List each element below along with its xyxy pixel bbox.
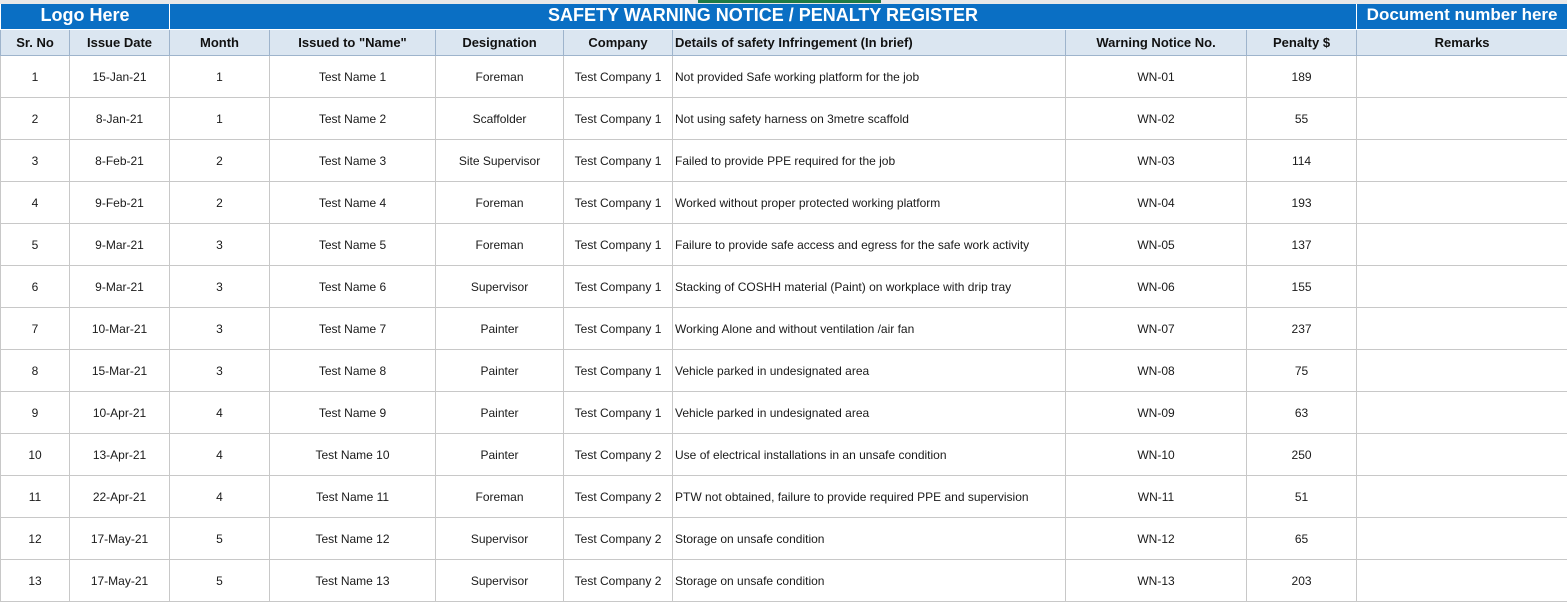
cell-company[interactable]: Test Company 1 <box>564 182 673 224</box>
cell-warning-no[interactable]: WN-08 <box>1066 350 1247 392</box>
column-header-row <box>1 30 1567 56</box>
cell-remarks[interactable] <box>1357 350 1567 392</box>
cell-penalty[interactable]: 63 <box>1247 392 1357 434</box>
cell-warning-no[interactable]: WN-04 <box>1066 182 1247 224</box>
cell-sr-no[interactable]: 12 <box>1 518 70 560</box>
cell-issued-to[interactable]: Test Name 10 <box>270 434 436 476</box>
cell-issued-to[interactable]: Test Name 7 <box>270 308 436 350</box>
cell-issue-date[interactable]: 9-Feb-21 <box>70 182 170 224</box>
cell-company[interactable]: Test Company 1 <box>564 56 673 98</box>
cell-month[interactable]: 3 <box>170 224 270 266</box>
cell-warning-no[interactable]: WN-05 <box>1066 224 1247 266</box>
cell-company[interactable]: Test Company 2 <box>564 560 673 602</box>
cell-details[interactable]: Failure to provide safe access and egress for the safe work activity <box>673 224 1066 266</box>
cell-details[interactable]: Stacking of COSHH material (Paint) on workplace with drip tray <box>673 266 1066 308</box>
table-row <box>1 392 1567 434</box>
cell-month[interactable]: 4 <box>170 392 270 434</box>
cell-company[interactable]: Test Company 2 <box>564 518 673 560</box>
cell-designation[interactable]: Foreman <box>436 476 564 518</box>
cell-warning-no[interactable]: WN-06 <box>1066 266 1247 308</box>
header-penalty[interactable]: Penalty $ <box>1247 30 1357 56</box>
cell-company[interactable]: Test Company 2 <box>564 434 673 476</box>
table-row <box>1 224 1567 266</box>
cell-sr-no[interactable]: 1 <box>1 56 70 98</box>
cell-company[interactable]: Test Company 1 <box>564 140 673 182</box>
register-title-cell[interactable]: SAFETY WARNING NOTICE / PENALTY REGISTER <box>170 1 1357 30</box>
cell-warning-no[interactable]: WN-07 <box>1066 308 1247 350</box>
cell-month[interactable]: 5 <box>170 560 270 602</box>
cell-month[interactable]: 2 <box>170 182 270 224</box>
cell-designation[interactable]: Painter <box>436 350 564 392</box>
cell-details[interactable]: Failed to provide PPE required for the job <box>673 140 1066 182</box>
cell-remarks[interactable] <box>1357 98 1567 140</box>
cell-designation[interactable]: Supervisor <box>436 560 564 602</box>
cell-details[interactable]: Not provided Safe working platform for the job <box>673 56 1066 98</box>
cell-month[interactable]: 3 <box>170 308 270 350</box>
cell-penalty[interactable]: 155 <box>1247 266 1357 308</box>
cell-month[interactable]: 4 <box>170 476 270 518</box>
cell-issue-date[interactable]: 9-Mar-21 <box>70 224 170 266</box>
cell-designation[interactable]: Scaffolder <box>436 98 564 140</box>
cell-sr-no[interactable]: 11 <box>1 476 70 518</box>
cell-sr-no[interactable]: 8 <box>1 350 70 392</box>
cell-details[interactable]: PTW not obtained, failure to provide required PPE and supervision <box>673 476 1066 518</box>
cell-remarks[interactable] <box>1357 266 1567 308</box>
header-month[interactable]: Month <box>170 30 270 56</box>
cell-issued-to[interactable]: Test Name 1 <box>270 56 436 98</box>
cell-penalty[interactable]: 51 <box>1247 476 1357 518</box>
header-details[interactable]: Details of safety Infringement (In brief) <box>673 30 1066 56</box>
cell-issued-to[interactable]: Test Name 6 <box>270 266 436 308</box>
cell-sr-no[interactable]: 4 <box>1 182 70 224</box>
header-remarks[interactable]: Remarks <box>1357 30 1567 56</box>
cell-month[interactable]: 3 <box>170 350 270 392</box>
cell-issue-date[interactable]: 10-Apr-21 <box>70 392 170 434</box>
cell-warning-no[interactable]: WN-10 <box>1066 434 1247 476</box>
cell-issued-to[interactable]: Test Name 2 <box>270 98 436 140</box>
cell-details[interactable]: Storage on unsafe condition <box>673 518 1066 560</box>
cell-company[interactable]: Test Company 1 <box>564 98 673 140</box>
header-issued-to[interactable]: Issued to "Name" <box>270 30 436 56</box>
table-row <box>1 56 1567 98</box>
cell-remarks[interactable] <box>1357 476 1567 518</box>
cell-sr-no[interactable]: 10 <box>1 434 70 476</box>
cell-remarks[interactable] <box>1357 308 1567 350</box>
cell-details[interactable]: Vehicle parked in undesignated area <box>673 392 1066 434</box>
cell-issue-date[interactable]: 17-May-21 <box>70 518 170 560</box>
cell-sr-no[interactable]: 2 <box>1 98 70 140</box>
document-number-cell[interactable]: Document number here <box>1357 1 1567 30</box>
cell-company[interactable]: Test Company 1 <box>564 350 673 392</box>
cell-penalty[interactable]: 114 <box>1247 140 1357 182</box>
cell-sr-no[interactable]: 5 <box>1 224 70 266</box>
table-row <box>1 476 1567 518</box>
active-cell-indicator <box>698 0 881 3</box>
cell-penalty[interactable]: 237 <box>1247 308 1357 350</box>
cell-issue-date[interactable]: 10-Mar-21 <box>70 308 170 350</box>
cell-issued-to[interactable]: Test Name 13 <box>270 560 436 602</box>
cell-sr-no[interactable]: 3 <box>1 140 70 182</box>
cell-company[interactable]: Test Company 1 <box>564 308 673 350</box>
table-row <box>1 518 1567 560</box>
title-row <box>1 1 1567 30</box>
table-row <box>1 266 1567 308</box>
cell-company[interactable]: Test Company 1 <box>564 224 673 266</box>
cell-warning-no[interactable]: WN-11 <box>1066 476 1247 518</box>
cell-warning-no[interactable]: WN-13 <box>1066 560 1247 602</box>
cell-company[interactable]: Test Company 2 <box>564 476 673 518</box>
cell-penalty[interactable]: 193 <box>1247 182 1357 224</box>
cell-details[interactable]: Working Alone and without ventilation /air fan <box>673 308 1066 350</box>
cell-month[interactable]: 1 <box>170 98 270 140</box>
cell-month[interactable]: 4 <box>170 434 270 476</box>
cell-penalty[interactable]: 189 <box>1247 56 1357 98</box>
table-row <box>1 308 1567 350</box>
table-row <box>1 560 1567 602</box>
cell-issued-to[interactable]: Test Name 12 <box>270 518 436 560</box>
cell-warning-no[interactable]: WN-01 <box>1066 56 1247 98</box>
cell-penalty[interactable]: 203 <box>1247 560 1357 602</box>
table-row <box>1 140 1567 182</box>
cell-month[interactable]: 5 <box>170 518 270 560</box>
cell-issued-to[interactable]: Test Name 3 <box>270 140 436 182</box>
cell-designation[interactable]: Foreman <box>436 182 564 224</box>
cell-remarks[interactable] <box>1357 518 1567 560</box>
cell-details[interactable]: Worked without proper protected working platform <box>673 182 1066 224</box>
cell-details[interactable]: Vehicle parked in undesignated area <box>673 350 1066 392</box>
header-designation[interactable]: Designation <box>436 30 564 56</box>
cell-issue-date[interactable]: 9-Mar-21 <box>70 266 170 308</box>
logo-cell[interactable]: Logo Here <box>1 1 170 30</box>
cell-issue-date[interactable]: 17-May-21 <box>70 560 170 602</box>
cell-penalty[interactable]: 137 <box>1247 224 1357 266</box>
header-sr-no[interactable]: Sr. No <box>1 30 70 56</box>
cell-issued-to[interactable]: Test Name 5 <box>270 224 436 266</box>
header-company[interactable]: Company <box>564 30 673 56</box>
cell-designation[interactable]: Foreman <box>436 56 564 98</box>
cell-warning-no[interactable]: WN-03 <box>1066 140 1247 182</box>
cell-penalty[interactable]: 250 <box>1247 434 1357 476</box>
table-row <box>1 182 1567 224</box>
cell-issue-date[interactable]: 8-Jan-21 <box>70 98 170 140</box>
cell-designation[interactable]: Foreman <box>436 224 564 266</box>
cell-warning-no[interactable]: WN-12 <box>1066 518 1247 560</box>
cell-sr-no[interactable]: 7 <box>1 308 70 350</box>
cell-issued-to[interactable]: Test Name 4 <box>270 182 436 224</box>
cell-company[interactable]: Test Company 1 <box>564 392 673 434</box>
cell-company[interactable]: Test Company 1 <box>564 266 673 308</box>
header-issue-date[interactable]: Issue Date <box>70 30 170 56</box>
cell-issue-date[interactable]: 15-Mar-21 <box>70 350 170 392</box>
table-row <box>1 98 1567 140</box>
cell-warning-no[interactable]: WN-02 <box>1066 98 1247 140</box>
cell-designation[interactable]: Painter <box>436 308 564 350</box>
cell-issued-to[interactable]: Test Name 8 <box>270 350 436 392</box>
cell-remarks[interactable] <box>1357 140 1567 182</box>
cell-penalty[interactable]: 55 <box>1247 98 1357 140</box>
cell-details[interactable]: Use of electrical installations in an unsafe condition <box>673 434 1066 476</box>
cell-remarks[interactable] <box>1357 560 1567 602</box>
cell-issued-to[interactable]: Test Name 11 <box>270 476 436 518</box>
cell-designation[interactable]: Supervisor <box>436 518 564 560</box>
cell-issue-date[interactable]: 22-Apr-21 <box>70 476 170 518</box>
cell-remarks[interactable] <box>1357 182 1567 224</box>
cell-details[interactable]: Not using safety harness on 3metre scaffold <box>673 98 1066 140</box>
cell-remarks[interactable] <box>1357 224 1567 266</box>
cell-issue-date[interactable]: 13-Apr-21 <box>70 434 170 476</box>
cell-warning-no[interactable]: WN-09 <box>1066 392 1247 434</box>
cell-designation[interactable]: Supervisor <box>436 266 564 308</box>
table-row <box>1 434 1567 476</box>
cell-penalty[interactable]: 75 <box>1247 350 1357 392</box>
cell-remarks[interactable] <box>1357 434 1567 476</box>
cell-penalty[interactable]: 65 <box>1247 518 1357 560</box>
header-warning-no[interactable]: Warning Notice No. <box>1066 30 1247 56</box>
cell-designation[interactable]: Site Supervisor <box>436 140 564 182</box>
cell-designation[interactable]: Painter <box>436 392 564 434</box>
cell-issue-date[interactable]: 8-Feb-21 <box>70 140 170 182</box>
cell-sr-no[interactable]: 6 <box>1 266 70 308</box>
cell-remarks[interactable] <box>1357 56 1567 98</box>
cell-issue-date[interactable]: 15-Jan-21 <box>70 56 170 98</box>
cell-month[interactable]: 3 <box>170 266 270 308</box>
cell-remarks[interactable] <box>1357 392 1567 434</box>
cell-month[interactable]: 1 <box>170 56 270 98</box>
cell-sr-no[interactable]: 9 <box>1 392 70 434</box>
cell-designation[interactable]: Painter <box>436 434 564 476</box>
cell-sr-no[interactable]: 13 <box>1 560 70 602</box>
cell-issued-to[interactable]: Test Name 9 <box>270 392 436 434</box>
table-row <box>1 350 1567 392</box>
cell-details[interactable]: Storage on unsafe condition <box>673 560 1066 602</box>
cell-month[interactable]: 2 <box>170 140 270 182</box>
